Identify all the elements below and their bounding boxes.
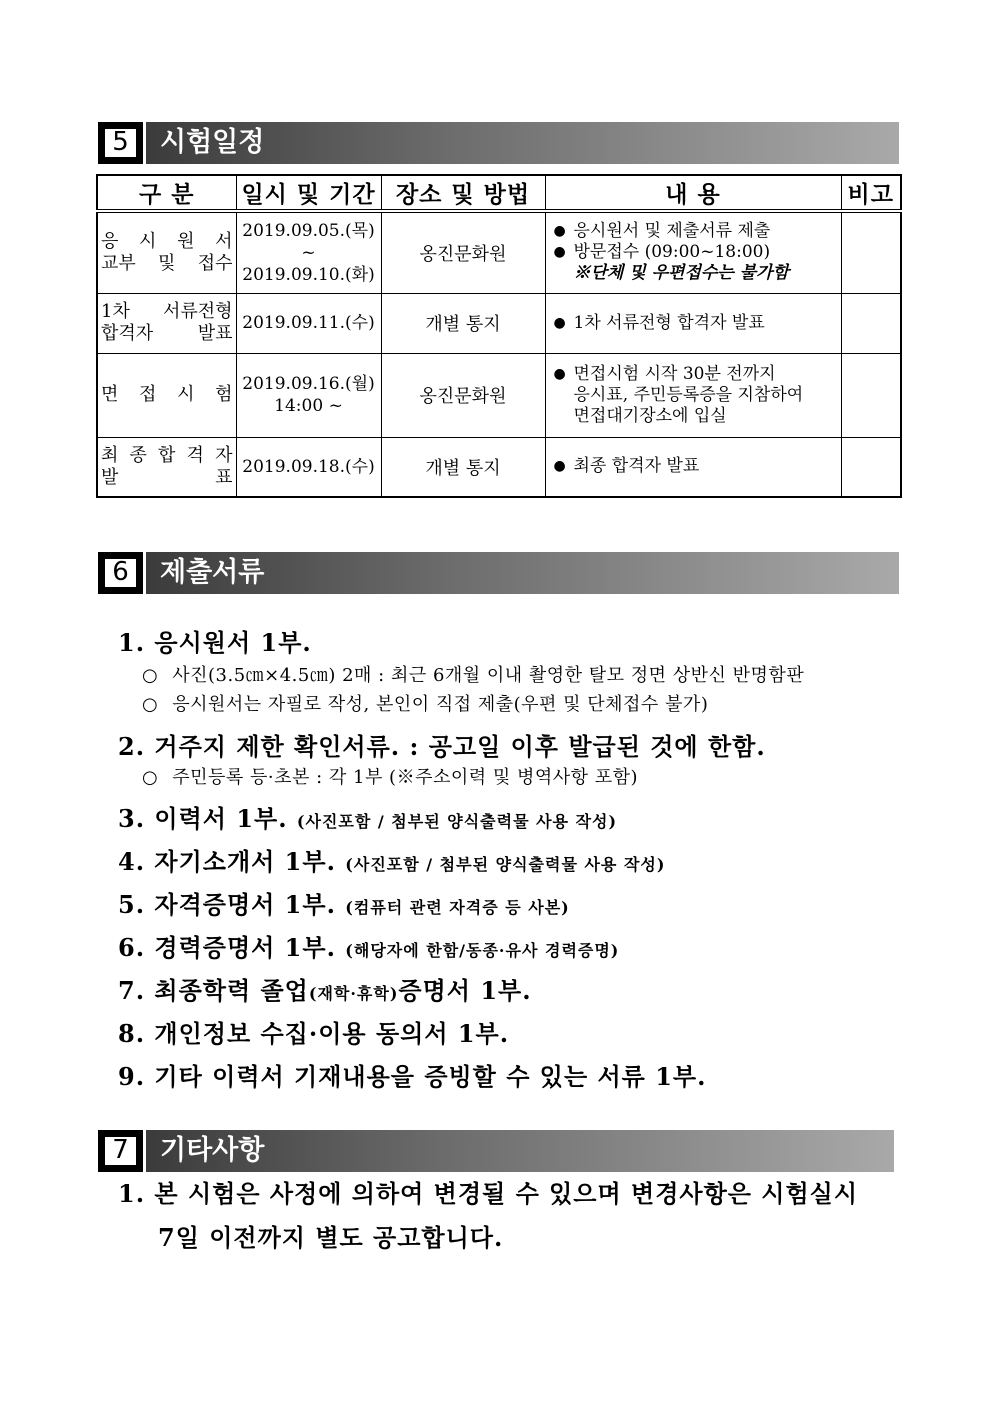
section-title: 기타사항 xyxy=(160,1135,265,1166)
etc-line: 7일 이전까지 별도 공고합니다. xyxy=(158,1223,504,1252)
row-place: 개별 통지 xyxy=(381,293,545,353)
row-place: 개별 통지 xyxy=(381,437,545,497)
list-item: 6. 경력증명서 1부. (해당자에 한함/동종·유사 경력증명) xyxy=(118,933,620,962)
bullet-icon: ● xyxy=(553,244,566,261)
section-title: 시험일정 xyxy=(160,127,265,158)
section-5-header xyxy=(98,122,899,164)
table-row xyxy=(97,437,901,497)
list-item: 4. 자기소개서 1부. (사진포함 / 첨부된 양식출력물 사용 작성) xyxy=(118,847,666,876)
circle-bullet-icon: ○ xyxy=(142,665,159,686)
circle-bullet-icon: ○ xyxy=(142,767,159,788)
header-place: 장소 및 방법 xyxy=(381,175,545,211)
table-header-row xyxy=(97,175,901,211)
section-number-box xyxy=(98,1130,143,1172)
row-category: 1차 서류전형 합격자 발표 xyxy=(97,293,236,353)
row-date: 2019.09.16.(월) 14:00 ~ xyxy=(236,353,381,437)
list-item: 5. 자격증명서 1부. (컴퓨터 관련 자격증 등 사본) xyxy=(118,890,570,919)
table-row xyxy=(97,293,901,353)
table-row xyxy=(97,353,901,437)
row-note xyxy=(841,293,901,353)
row-note xyxy=(841,211,901,293)
row-date: 2019.09.18.(수) xyxy=(236,437,381,497)
list-item: 1. 응시원서 1부. xyxy=(118,628,312,657)
bullet-icon: ● xyxy=(553,458,566,475)
row-content: ● 면접시험 시작 30분 전까지 응시표, 주민등록증을 지참하여 면접대기장소에 입실 xyxy=(545,353,841,437)
section-number: 5 xyxy=(103,127,138,159)
section-title: 제출서류 xyxy=(160,557,265,588)
header-content: 내 용 xyxy=(545,175,841,211)
bullet-icon: ● xyxy=(553,365,566,382)
header-date: 일시 및 기간 xyxy=(236,175,381,211)
header-category: 구 분 xyxy=(97,175,236,211)
list-item: 3. 이력서 1부. (사진포함 / 첨부된 양식출력물 사용 작성) xyxy=(118,804,618,833)
row-content: ● 1차 서류전형 합격자 발표 xyxy=(545,293,841,353)
row-category: 최 종 합 격 자 발 표 xyxy=(97,437,236,497)
row-place: 옹진문화원 xyxy=(381,211,545,293)
etc-line: 1. 본 시험은 사정에 의하여 변경될 수 있으며 변경사항은 시험실시 xyxy=(118,1179,859,1208)
section-6-header xyxy=(98,552,899,594)
row-date: 2019.09.11.(수) xyxy=(236,293,381,353)
row-category: 응 시 원 서 교부 및 접수 xyxy=(97,211,236,293)
section-number-box xyxy=(98,122,143,164)
etc-paragraph xyxy=(118,1172,908,1260)
bullet-icon: ● xyxy=(553,223,566,240)
bullet-icon: ● xyxy=(553,314,566,331)
section-number: 6 xyxy=(103,557,138,589)
list-item: 2. 거주지 제한 확인서류. : 공고일 이후 발급된 것에 한함. xyxy=(118,732,766,761)
section-number-box xyxy=(98,552,143,594)
row-place: 옹진문화원 xyxy=(381,353,545,437)
list-item: 9. 기타 이력서 기재내용을 증빙할 수 있는 서류 1부. xyxy=(118,1062,707,1091)
header-note: 비고 xyxy=(841,175,901,211)
schedule-table xyxy=(96,174,902,498)
table-row xyxy=(97,211,901,293)
section-number: 7 xyxy=(103,1135,138,1167)
circle-bullet-icon: ○ xyxy=(142,694,159,715)
list-item: 8. 개인정보 수집·이용 동의서 1부. xyxy=(118,1019,510,1048)
row-category: 면 접 시 험 xyxy=(97,353,236,437)
row-date: 2019.09.05.(목) ~ 2019.09.10.(화) xyxy=(236,211,381,293)
sub-item: ○ 주민등록 등·초본 : 각 1부 (※주소이력 및 병역사항 포함) xyxy=(142,767,639,788)
row-note xyxy=(841,437,901,497)
row-note xyxy=(841,353,901,437)
row-content: ● 최종 합격자 발표 xyxy=(545,437,841,497)
sub-item: ○ 사진(3.5㎝×4.5㎝) 2매 : 최근 6개월 이내 촬영한 탈모 정면 상반신 반명함판 xyxy=(142,665,805,686)
row-content: ● 응시원서 및 제출서류 제출 ● 방문접수 (09:00~18:00) ※단체 및 우편접수는 불가함 xyxy=(545,211,841,293)
sub-item: ○ 응시원서는 자필로 작성, 본인이 직접 제출(우편 및 단체접수 불가) xyxy=(142,694,709,715)
section-7-header xyxy=(98,1130,894,1172)
list-item: 7. 최종학력 졸업(재학·휴학)증명서 1부. xyxy=(118,976,532,1005)
